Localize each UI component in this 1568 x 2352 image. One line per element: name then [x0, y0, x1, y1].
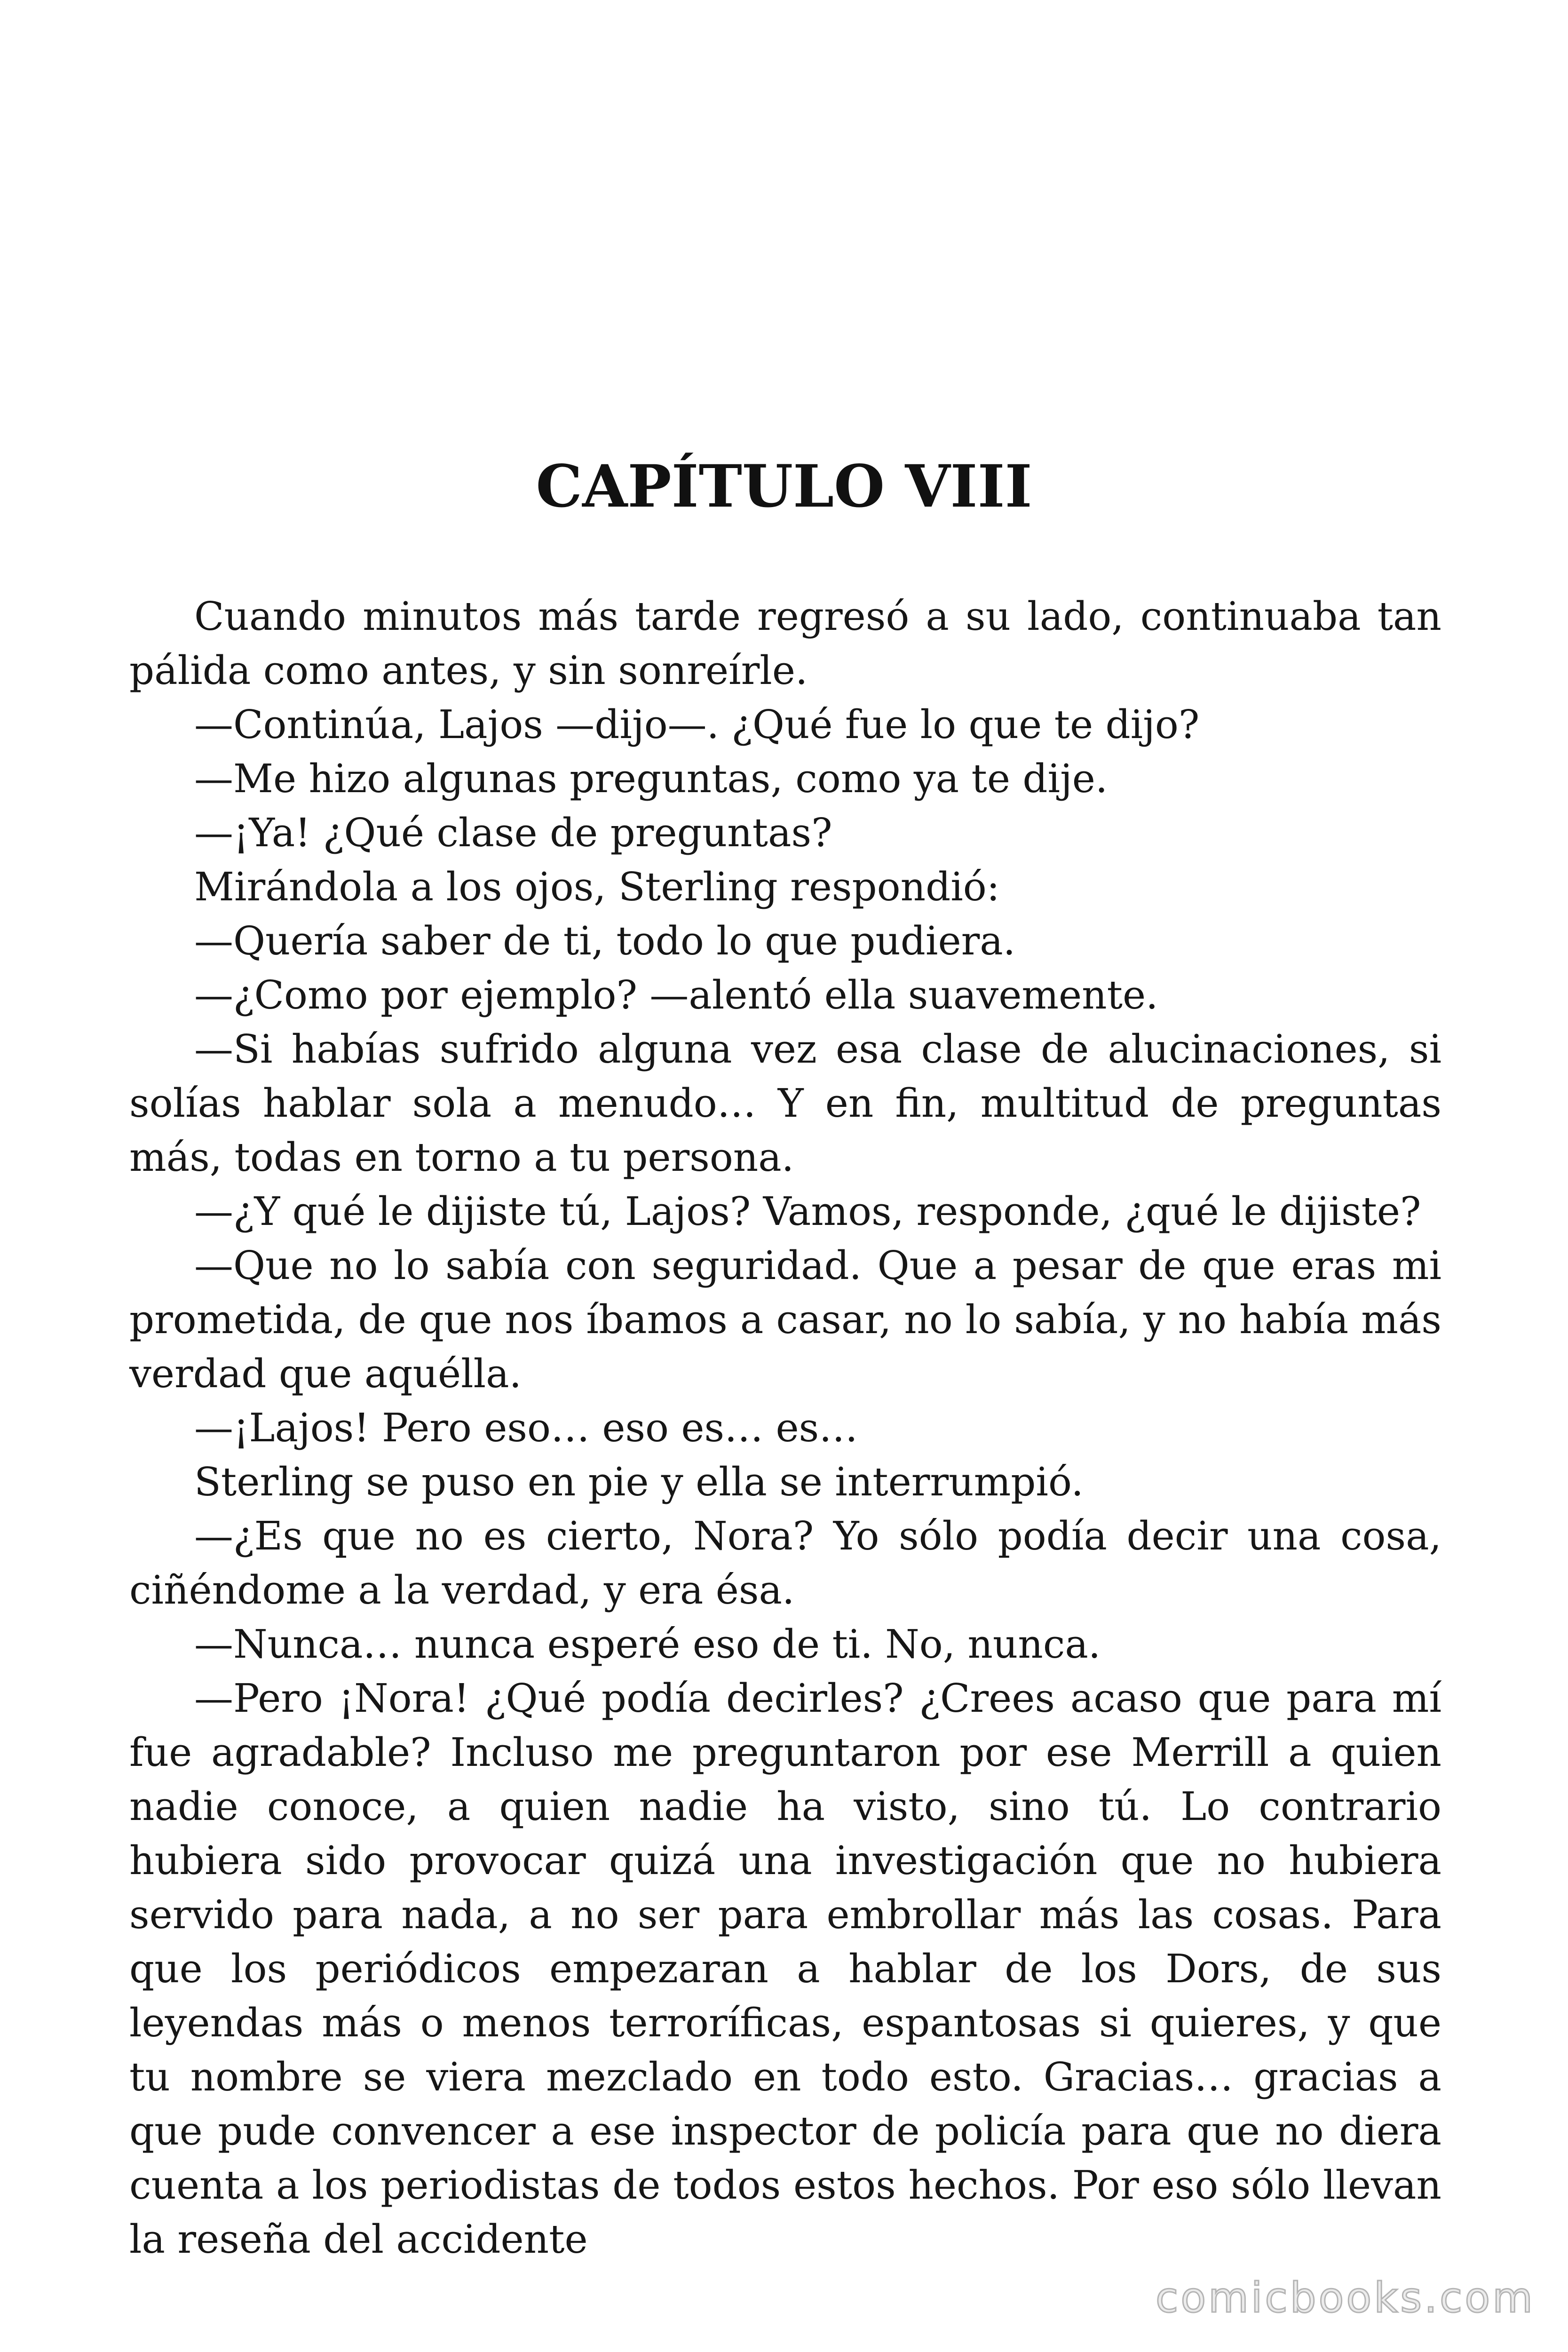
watermark: comicbooks.com: [1155, 2273, 1535, 2322]
paragraph: —¡Lajos! Pero eso… eso es… es…: [194, 1405, 858, 1451]
chapter-title: CAPÍTULO VIII: [536, 453, 1032, 521]
paragraph: —¡Ya! ¿Qué clase de preguntas?: [194, 810, 832, 856]
paragraph: —Pero ¡Nora! ¿Qué podía decirles? ¿Crees acaso que para mí fue agradable? Incluso me preguntaron por ese Merrill a quien nadie conoce, a quien nadie ha visto, sino tú. Lo contrario hubiera sido provocar quizá una investigación que no hubiera servido para nada, a no ser para embrollar más las cosas. Para que los periódicos empezaran a hablar de los Dors, de sus leyendas más o menos terroríficas, espantosas si quieres, y que tu nombre se viera mezclado en todo esto. Gracias… gracias a que pude convencer a ese inspector de policía para que no diera cuenta a los periodistas de todos estos hechos. Por eso sólo llevan la reseña del accidente: [129, 1676, 1441, 2262]
paragraph: —Continúa, Lajos —dijo—. ¿Qué fue lo que te dijo?: [194, 702, 1200, 747]
paragraph: —¿Y qué le dijiste tú, Lajos? Vamos, responde, ¿qué le dijiste?: [194, 1189, 1421, 1234]
paragraph: —Que no lo sabía con seguridad. Que a pesar de que eras mi prometida, de que nos íbamos a casar, no lo sabía, y no había más verdad que aquélla.: [129, 1243, 1441, 1397]
paragraph: —Nunca… nunca esperé eso de ti. No, nunca.: [194, 1621, 1101, 1667]
paragraph: Sterling se puso en pie y ella se interrumpió.: [194, 1459, 1084, 1505]
paragraph: —Si habías sufrido alguna vez esa clase de alucinaciones, si solías hablar sola a menudo… Y en fin, multitud de preguntas más, todas en torno a tu persona.: [129, 1026, 1441, 1180]
paragraph: Cuando minutos más tarde regresó a su lado, continuaba tan pálida como antes, y sin sonreírle.: [129, 594, 1441, 693]
paragraph: —Quería saber de ti, todo lo que pudiera.: [194, 918, 1016, 964]
paragraph: —¿Como por ejemplo? —alentó ella suavemente.: [194, 972, 1158, 1018]
paragraph: —Me hizo algunas preguntas, como ya te dije.: [194, 756, 1108, 802]
paragraph: Mirándola a los ojos, Sterling respondió:: [194, 864, 1000, 910]
chapter-text: [129, 589, 1441, 2266]
paragraph: —¿Es que no es cierto, Nora? Yo sólo podía decir una cosa, ciñéndome a la verdad, y era ésa.: [129, 1513, 1441, 1613]
